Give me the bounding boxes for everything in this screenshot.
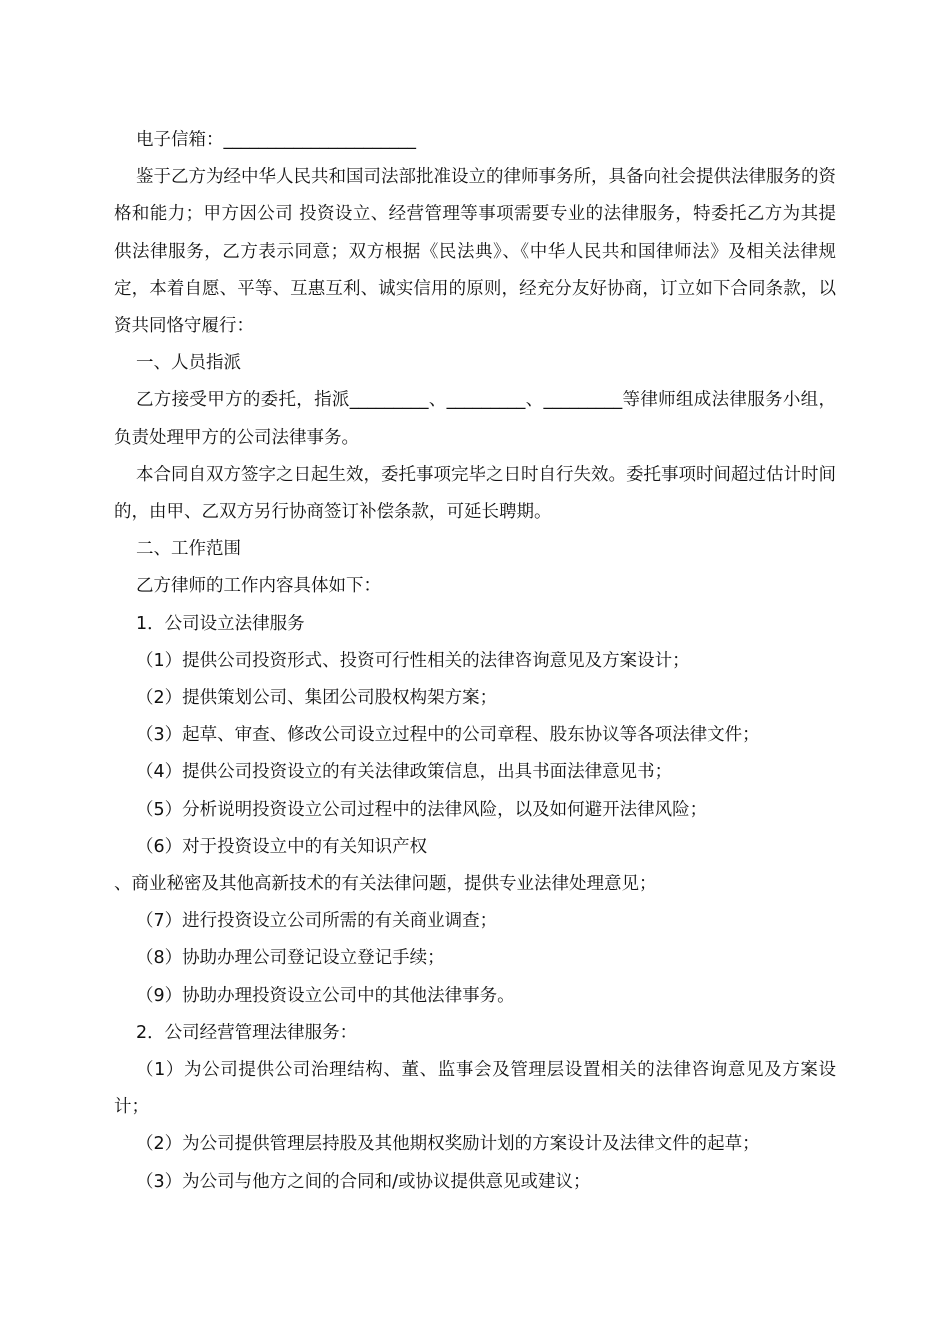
section-heading-personnel: 一、人员指派 [136,353,241,374]
list-item: （5）分析说明投资设立公司过程中的法律风险，以及如何避开法律风险； [136,799,708,820]
list-item: （4）提供公司投资设立的有关法律政策信息，出具书面法律意见书； [136,762,673,783]
section-heading-scope: 二、工作范围 [136,539,241,560]
scope-intro: 乙方律师的工作内容具体如下： [136,576,381,597]
list-item: （3）起草、审查、修改公司设立过程中的公司章程、股东协议等各项法律文件； [136,725,760,746]
intro-paragraph: 鉴于乙方为经中华人民共和国司法部批准设立的律师事务所，具备向社会提供法律服务的资格和能力；甲方因公司 投资设立、经营管理等事项需要专业的法律服务，特委托乙方为其提供法律服务，乙方表示同意；双方根据《民法典》、《中华人民共和国律师法》及相关法律规定，本着自愿、平等、互惠互利、诚实信用的原则，经充分友好协商，订立如下合同条款，以资共同恪守履行： [114,167,836,337]
document-body [114,122,836,1201]
list-item: （2）为公司提供管理层持股及其他期权奖励计划的方案设计及法律文件的起草； [136,1134,760,1155]
list-item: （6）对于投资设立中的有关知识产权 [136,836,428,857]
list-item: （7）进行投资设立公司所需的有关商业调查； [136,911,498,932]
list-item: （9）协助办理投资设立公司中的其他法律事务。 [136,985,515,1006]
list-item-continuation: 、商业秘密及其他高新技术的有关法律问题，提供专业法律处理意见； [114,874,657,895]
validity-paragraph: 本合同自双方签字之日起生效，委托事项完毕之日时自行失效。委托事项时间超过估计时间的，由甲、乙双方另行协商签订补偿条款，可延长聘期。 [114,464,836,523]
subsection-heading-management: 2．公司经营管理法律服务： [136,1022,358,1043]
email-line: 电子信箱：______________________ [136,130,416,150]
subsection-heading-establishment: 1．公司设立法律服务 [136,613,305,634]
list-item: （8）协助办理公司登记设立登记手续； [136,948,445,969]
personnel-paragraph: 乙方接受甲方的委托，指派_________、_________、_________等律师组成法律服务小组，负责处理甲方的公司法律事务。 [114,390,836,448]
list-item: （3）为公司与他方之间的合同和/或协议提供意见或建议； [136,1171,591,1192]
list-item: （2）提供策划公司、集团公司股权构架方案； [136,688,498,709]
list-item: （1）为公司提供公司治理结构、董、监事会及管理层设置相关的法律咨询意见及方案设计； [114,1060,836,1118]
list-item: （1）提供公司投资形式、投资可行性相关的法律咨询意见及方案设计； [136,650,690,671]
